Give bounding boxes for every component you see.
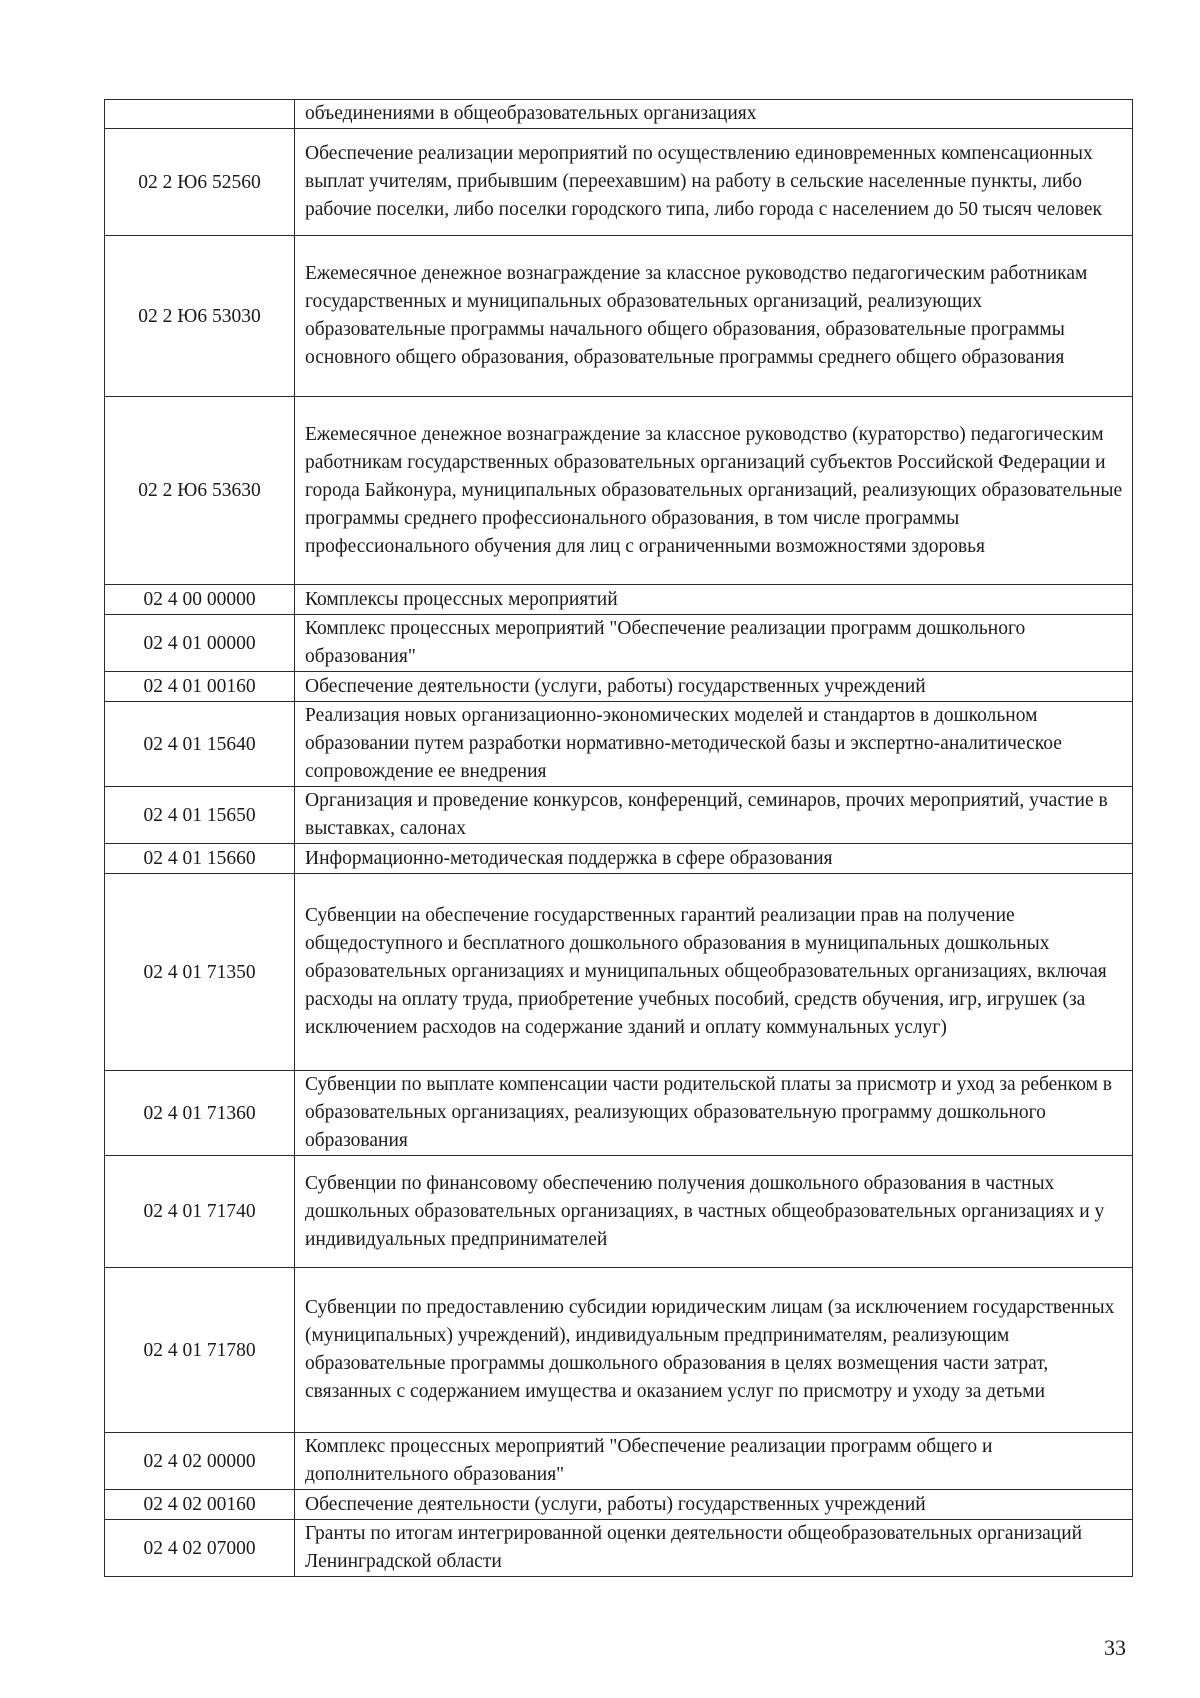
table-row — [105, 672, 1133, 702]
row-code: 02 2 Ю6 53630 — [105, 397, 295, 585]
table-row — [105, 874, 1133, 1071]
row-description: Комплекс процессных мероприятий "Обеспечение реализации программ дошкольного образования" — [295, 615, 1133, 672]
table-row — [105, 1490, 1133, 1520]
row-description: Обеспечение деятельности (услуги, работы) государственных учреждений — [295, 1490, 1133, 1520]
table-row — [105, 585, 1133, 615]
row-description: Организация и проведение конкурсов, конференций, семинаров, прочих мероприятий, участие в выставках, салонах — [295, 787, 1133, 844]
row-description: Комплекс процессных мероприятий "Обеспечение реализации программ общего и дополнительного образования" — [295, 1433, 1133, 1490]
table-row — [105, 397, 1133, 585]
row-code: 02 4 01 71740 — [105, 1156, 295, 1268]
table-row — [105, 787, 1133, 844]
row-code: 02 4 00 00000 — [105, 585, 295, 615]
row-code: 02 4 02 00000 — [105, 1433, 295, 1490]
table-row — [105, 1268, 1133, 1433]
budget-classification-table — [104, 99, 1133, 1577]
table-row — [105, 702, 1133, 787]
row-code: 02 4 01 00160 — [105, 672, 295, 702]
row-description: Субвенции по финансовому обеспечению получения дошкольного образования в частных дошкольных образовательных организациях, в частных общеобразовательных организациях и у индивидуальных предпринимателей — [295, 1156, 1133, 1268]
row-code: 02 4 02 00160 — [105, 1490, 295, 1520]
table-row — [105, 1520, 1133, 1577]
row-code: 02 4 01 71780 — [105, 1268, 295, 1433]
row-description: объединениями в общеобразовательных организациях — [295, 100, 1133, 129]
row-description: Субвенции по выплате компенсации части родительской платы за присмотр и уход за ребенком в образовательных организациях, реализующих образовательную программу дошкольного образования — [295, 1071, 1133, 1156]
row-code: 02 4 01 71350 — [105, 874, 295, 1071]
row-code: 02 4 01 15640 — [105, 702, 295, 787]
row-code: 02 4 01 15660 — [105, 844, 295, 874]
row-code — [105, 100, 295, 129]
row-code: 02 4 01 00000 — [105, 615, 295, 672]
row-description: Обеспечение деятельности (услуги, работы) государственных учреждений — [295, 672, 1133, 702]
row-description: Субвенции на обеспечение государственных гарантий реализации прав на получение общедоступного и бесплатного дошкольного образования в муниципальных дошкольных образовательных организациях и муниципальных общеобразовательных организациях, включая расходы на оплату труда, приобретение учебных пособий, средств обучения, игр, игрушек (за исключением расходов на содержание зданий и оплату коммунальных услуг) — [295, 874, 1133, 1071]
row-description: Комплексы процессных мероприятий — [295, 585, 1133, 615]
page-number: 33 — [1104, 1635, 1126, 1660]
table-row — [105, 236, 1133, 397]
row-code: 02 4 02 07000 — [105, 1520, 295, 1577]
row-description: Обеспечение реализации мероприятий по осуществлению единовременных компенсационных выплат учителям, прибывшим (переехавшим) на работу в сельские населенные пункты, либо рабочие поселки, либо поселки городского типа, либо города с населением до 50 тысяч человек — [295, 129, 1133, 236]
table-row — [105, 844, 1133, 874]
row-description: Гранты по итогам интегрированной оценки деятельности общеобразовательных организаций Ленинградской области — [295, 1520, 1133, 1577]
row-code: 02 4 01 15650 — [105, 787, 295, 844]
row-description: Субвенции по предоставлению субсидии юридическим лицам (за исключением государственных (муниципальных) учреждений), индивидуальным предпринимателям, реализующим образовательные программы дошкольного образования в целях возмещения части затрат, связанных с содержанием имущества и оказанием услуг по присмотру и уходу за детьми — [295, 1268, 1133, 1433]
row-code: 02 2 Ю6 52560 — [105, 129, 295, 236]
table-row — [105, 100, 1133, 129]
table-row — [105, 1071, 1133, 1156]
row-description: Информационно-методическая поддержка в сфере образования — [295, 844, 1133, 874]
table-body — [105, 100, 1133, 1577]
row-description: Реализация новых организационно-экономических моделей и стандартов в дошкольном образовании путем разработки нормативно-методической базы и экспертно-аналитическое сопровождение ее внедрения — [295, 702, 1133, 787]
row-code: 02 2 Ю6 53030 — [105, 236, 295, 397]
table-row — [105, 615, 1133, 672]
row-description: Ежемесячное денежное вознаграждение за классное руководство (кураторство) педагогическим работникам государственных образовательных организаций субъектов Российской Федерации и города Байконура, муниципальных образовательных организаций, реализующих образовательные программы среднего профессионального образования, в том числе программы профессионального обучения для лиц с ограниченными возможностями здоровья — [295, 397, 1133, 585]
table-row — [105, 129, 1133, 236]
row-description: Ежемесячное денежное вознаграждение за классное руководство педагогическим работникам государственных и муниципальных образовательных организаций, реализующих образовательные программы начального общего образования, образовательные программы основного общего образования, образовательные программы среднего общего образования — [295, 236, 1133, 397]
table-row — [105, 1156, 1133, 1268]
row-code: 02 4 01 71360 — [105, 1071, 295, 1156]
table-row — [105, 1433, 1133, 1490]
